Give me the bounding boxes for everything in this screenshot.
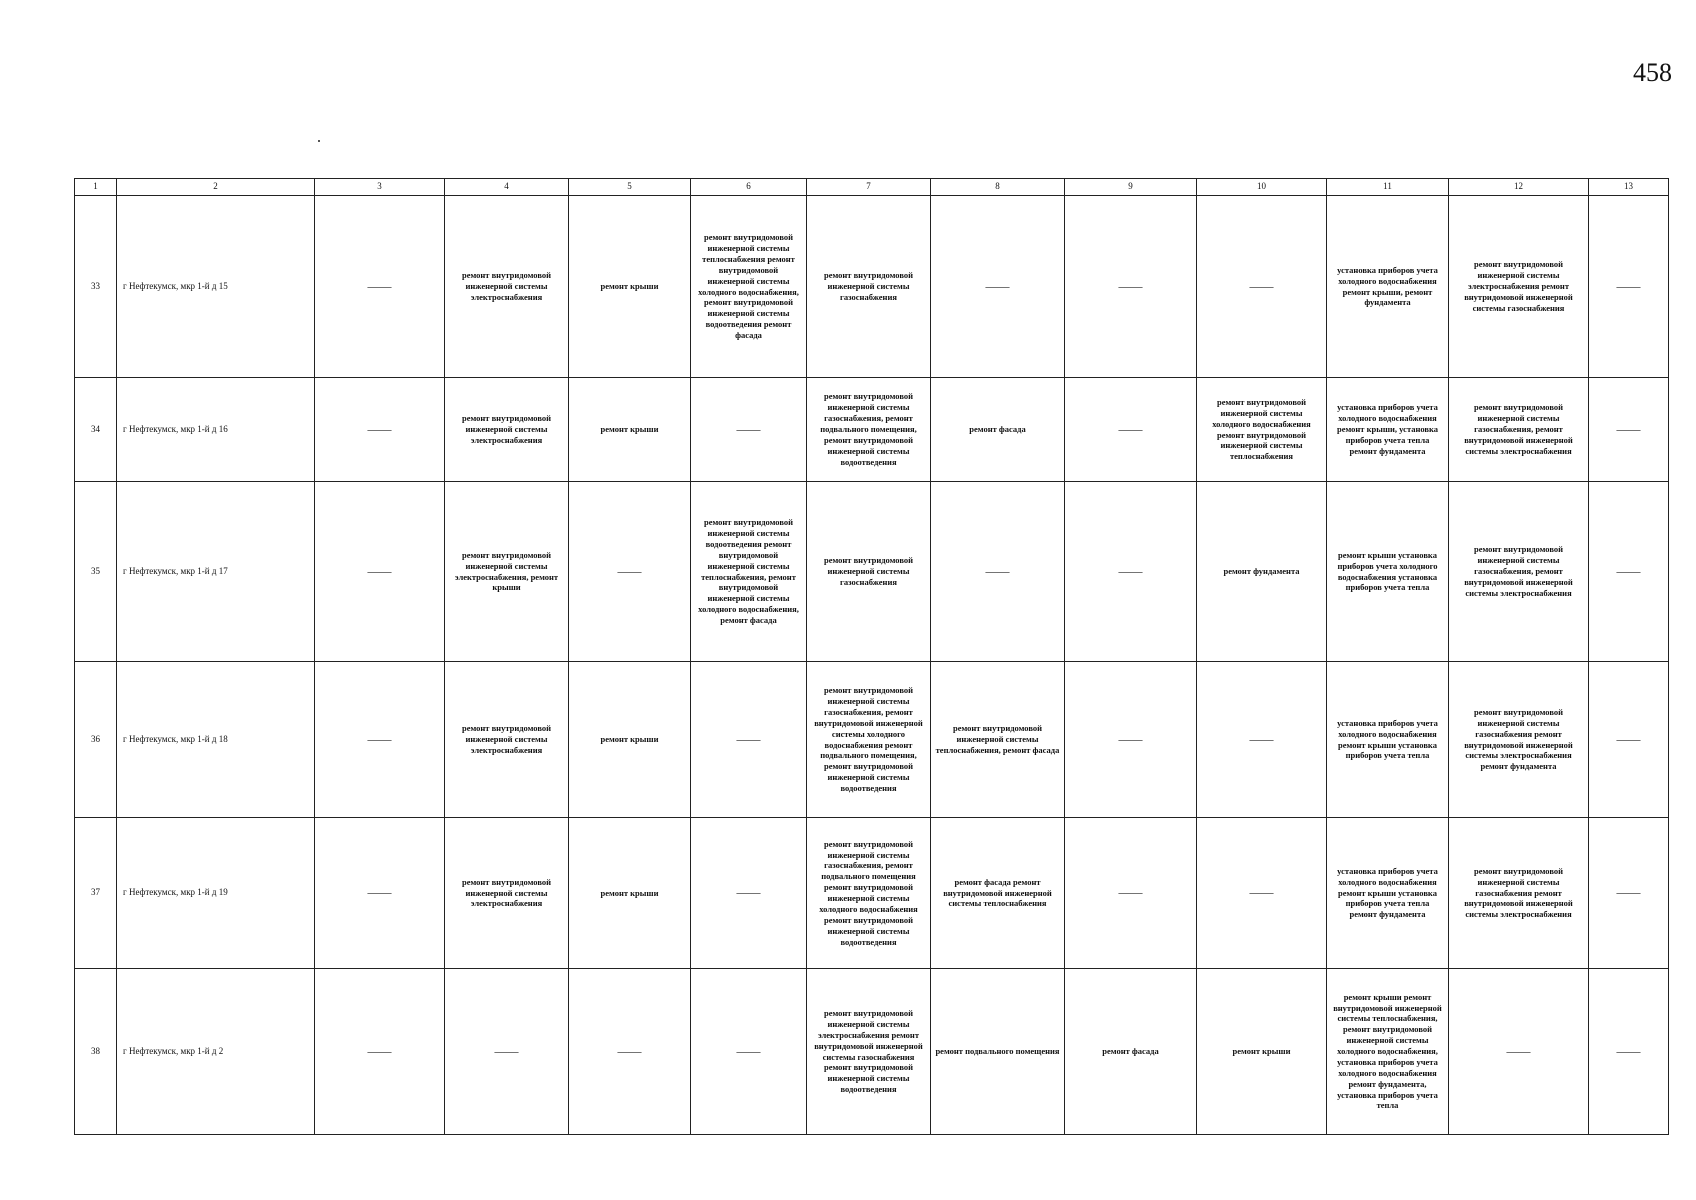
column-header: 8 <box>931 179 1065 196</box>
table-row <box>75 662 1669 818</box>
table-cell <box>1197 662 1327 818</box>
table-cell <box>1589 482 1669 662</box>
table-cell: ремонт внутридомовой инженерной системы холодного водоснабжения ремонт внутридомовой инженерной системы теплоснабжения <box>1197 378 1327 482</box>
column-header: 2 <box>117 179 315 196</box>
table-cell <box>691 378 807 482</box>
table-cell <box>1065 196 1197 378</box>
column-header: 11 <box>1327 179 1449 196</box>
empty-dash: —— <box>1616 885 1641 900</box>
table-cell: ремонт крыши установка приборов учета холодного водоснабжения установка приборов учета тепла <box>1327 482 1449 662</box>
table-row <box>75 378 1669 482</box>
empty-dash: —— <box>1616 563 1641 578</box>
table-cell: ремонт внутридомовой инженерной системы газоснабжения <box>807 482 931 662</box>
empty-dash: —— <box>1249 278 1274 293</box>
column-number-row <box>75 179 1669 196</box>
table-cell <box>445 969 569 1135</box>
address-cell: г Нефтекумск, мкр 1-й д 16 <box>117 378 315 482</box>
table-cell <box>315 482 445 662</box>
empty-dash: —— <box>1249 731 1274 746</box>
table-cell: ремонт внутридомовой инженерной системы газоснабжения, ремонт внутридомовой инженерной системы холодного водоснабжения ремонт подвального помещения, ремонт внутридомовой инженерной системы водоотведения <box>807 662 931 818</box>
table-cell: ремонт внутридомовой инженерной системы газоснабжения ремонт внутридомовой инженерной системы электроснабжения ремонт фундамента <box>1449 662 1589 818</box>
table-cell: ремонт внутридомовой инженерной системы электроснабжения <box>445 818 569 969</box>
table-cell: ремонт внутридомовой инженерной системы газоснабжения <box>807 196 931 378</box>
table-cell <box>1065 482 1197 662</box>
column-header: 10 <box>1197 179 1327 196</box>
table-cell <box>1197 818 1327 969</box>
address-cell: г Нефтекумск, мкр 1-й д 19 <box>117 818 315 969</box>
empty-dash: —— <box>985 563 1010 578</box>
empty-dash: —— <box>736 421 761 436</box>
page-number: 458 <box>1633 58 1672 87</box>
empty-dash: —— <box>1616 421 1641 436</box>
row-number: 33 <box>75 196 117 378</box>
empty-dash: —— <box>736 885 761 900</box>
table-cell: ремонт внутридомовой инженерной системы электроснабжения <box>445 378 569 482</box>
empty-dash: —— <box>1506 1043 1531 1058</box>
empty-dash: —— <box>1249 885 1274 900</box>
empty-dash: —— <box>736 731 761 746</box>
table-cell: ремонт крыши <box>569 662 691 818</box>
empty-dash: —— <box>1616 278 1641 293</box>
table-row <box>75 482 1669 662</box>
empty-dash: —— <box>367 563 392 578</box>
table-cell <box>1589 378 1669 482</box>
table-cell: ремонт крыши <box>569 378 691 482</box>
table-cell: ремонт внутридомовой инженерной системы газоснабжения, ремонт внутридомовой инженерной системы электроснабжения <box>1449 482 1589 662</box>
empty-dash: —— <box>1118 563 1143 578</box>
table-cell: установка приборов учета холодного водоснабжения ремонт крыши установка приборов учета тепла <box>1327 662 1449 818</box>
table-cell: ремонт фасада <box>1065 969 1197 1135</box>
table-row <box>75 969 1669 1135</box>
row-number: 38 <box>75 969 117 1135</box>
empty-dash: —— <box>367 885 392 900</box>
table-cell: ремонт внутридомовой инженерной системы водоотведения ремонт внутридомовой инженерной системы теплоснабжения, ремонт внутридомовой инженерной системы холодного водоснабжения, ремонт фасада <box>691 482 807 662</box>
empty-dash: —— <box>1118 731 1143 746</box>
table-cell: ремонт внутридомовой инженерной системы теплоснабжения ремонт внутридомовой инженерной системы холодного водоснабжения, ремонт внутридомовой инженерной системы водоотведения ремонт фасада <box>691 196 807 378</box>
address-cell: г Нефтекумск, мкр 1-й д 17 <box>117 482 315 662</box>
table-cell: установка приборов учета холодного водоснабжения ремонт крыши установка приборов учета тепла ремонт фундамента <box>1327 818 1449 969</box>
table-row <box>75 196 1669 378</box>
table-row <box>75 818 1669 969</box>
table-cell: установка приборов учета холодного водоснабжения ремонт крыши, установка приборов учета тепла ремонт фундамента <box>1327 378 1449 482</box>
table-cell <box>315 378 445 482</box>
column-header: 3 <box>315 179 445 196</box>
table-cell: ремонт крыши <box>569 818 691 969</box>
column-header: 6 <box>691 179 807 196</box>
empty-dash: —— <box>1118 885 1143 900</box>
table-cell <box>1065 662 1197 818</box>
empty-dash: —— <box>1118 278 1143 293</box>
table-cell <box>1589 969 1669 1135</box>
column-header: 12 <box>1449 179 1589 196</box>
table-cell: ремонт подвального помещения <box>931 969 1065 1135</box>
table-cell <box>1197 196 1327 378</box>
empty-dash: —— <box>1118 421 1143 436</box>
row-number: 37 <box>75 818 117 969</box>
empty-dash: —— <box>617 1043 642 1058</box>
table-cell <box>1589 818 1669 969</box>
empty-dash: —— <box>1616 731 1641 746</box>
column-header: 9 <box>1065 179 1197 196</box>
column-header: 13 <box>1589 179 1669 196</box>
empty-dash: —— <box>985 278 1010 293</box>
empty-dash: —— <box>367 278 392 293</box>
table-cell <box>931 196 1065 378</box>
address-cell: г Нефтекумск, мкр 1-й д 2 <box>117 969 315 1135</box>
table-cell <box>315 196 445 378</box>
table-cell <box>691 818 807 969</box>
table-cell: ремонт внутридомовой инженерной системы теплоснабжения, ремонт фасада <box>931 662 1065 818</box>
table-cell: ремонт внутридомовой инженерной системы газоснабжения, ремонт внутридомовой инженерной системы электроснабжения <box>1449 378 1589 482</box>
table-cell: ремонт внутридомовой инженерной системы электроснабжения, ремонт крыши <box>445 482 569 662</box>
table-cell <box>1589 662 1669 818</box>
row-number: 35 <box>75 482 117 662</box>
table-cell: установка приборов учета холодного водоснабжения ремонт крыши, ремонт фундамента <box>1327 196 1449 378</box>
table-cell <box>569 482 691 662</box>
table-cell <box>1449 969 1589 1135</box>
column-header: 5 <box>569 179 691 196</box>
row-number: 36 <box>75 662 117 818</box>
table-cell: ремонт внутридомовой инженерной системы электроснабжения ремонт внутридомовой инженерной системы газоснабжения ремонт внутридомовой инженерной системы водоотведения <box>807 969 931 1135</box>
table-cell: ремонт крыши ремонт внутридомовой инженерной системы теплоснабжения, ремонт внутридомовой инженерной системы холодного водоснабжения, установка приборов учета холодного водоснабжения ремонт фундамента, установка приборов учета тепла <box>1327 969 1449 1135</box>
table-cell: ремонт фундамента <box>1197 482 1327 662</box>
table-cell <box>315 818 445 969</box>
empty-dash: —— <box>617 563 642 578</box>
column-header: 7 <box>807 179 931 196</box>
table-cell <box>1589 196 1669 378</box>
table-cell <box>691 969 807 1135</box>
empty-dash: —— <box>1616 1043 1641 1058</box>
repair-schedule-table <box>74 178 1669 1135</box>
column-header: 4 <box>445 179 569 196</box>
table-cell: ремонт внутридомовой инженерной системы электроснабжения ремонт внутридомовой инженерной системы газоснабжения <box>1449 196 1589 378</box>
table-cell: ремонт внутридомовой инженерной системы газоснабжения, ремонт подвального помещения, ремонт внутридомовой инженерной системы водоотведения <box>807 378 931 482</box>
empty-dash: —— <box>367 421 392 436</box>
table-cell: ремонт внутридомовой инженерной системы электроснабжения <box>445 662 569 818</box>
scan-speck <box>318 140 320 142</box>
column-header: 1 <box>75 179 117 196</box>
table-cell: ремонт внутридомовой инженерной системы электроснабжения <box>445 196 569 378</box>
address-cell: г Нефтекумск, мкр 1-й д 18 <box>117 662 315 818</box>
table-cell <box>569 969 691 1135</box>
table-cell <box>691 662 807 818</box>
table-cell: ремонт крыши <box>569 196 691 378</box>
table-cell <box>931 482 1065 662</box>
row-number: 34 <box>75 378 117 482</box>
address-cell: г Нефтекумск, мкр 1-й д 15 <box>117 196 315 378</box>
table-cell: ремонт фасада ремонт внутридомовой инженерной системы теплоснабжения <box>931 818 1065 969</box>
table-cell <box>315 662 445 818</box>
table-cell <box>315 969 445 1135</box>
table-cell: ремонт фасада <box>931 378 1065 482</box>
empty-dash: —— <box>367 1043 392 1058</box>
table-cell: ремонт внутридомовой инженерной системы газоснабжения ремонт внутридомовой инженерной системы электроснабжения <box>1449 818 1589 969</box>
table-cell: ремонт внутридомовой инженерной системы газоснабжения, ремонт подвального помещения ремонт внутридомовой инженерной системы холодного водоснабжения ремонт внутридомовой инженерной системы водоотведения <box>807 818 931 969</box>
table-cell: ремонт крыши <box>1197 969 1327 1135</box>
empty-dash: —— <box>367 731 392 746</box>
empty-dash: —— <box>494 1043 519 1058</box>
table-cell <box>1065 378 1197 482</box>
empty-dash: —— <box>736 1043 761 1058</box>
table-cell <box>1065 818 1197 969</box>
